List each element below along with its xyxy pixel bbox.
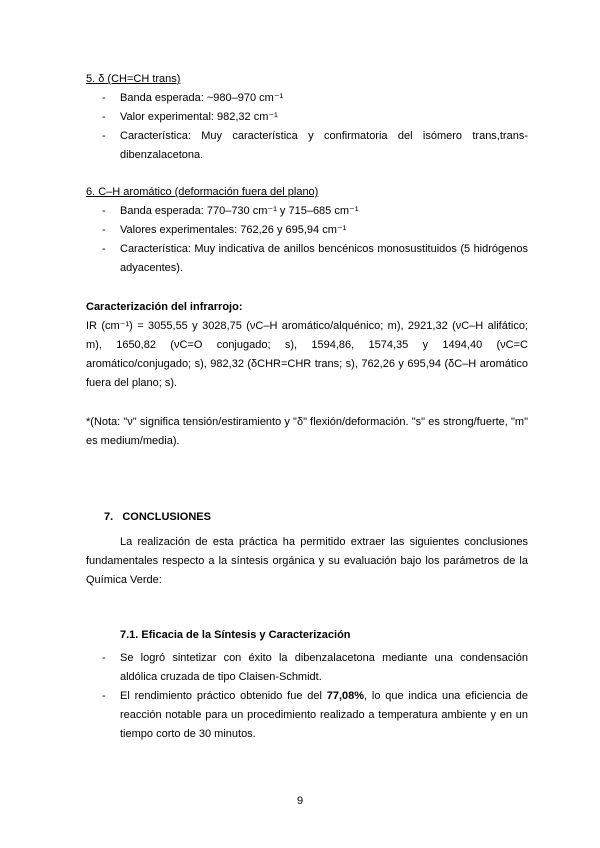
list-item: [86, 108, 528, 127]
dash-bullet: -: [102, 205, 106, 217]
item-text-post: , lo que indica una eficiencia de reacción notable para un procedimiento realizado a temperatura ambiente y en un tiempo corto de 30 minutos.: [120, 690, 528, 740]
section-5-title: 5. δ (CH=CH trans): [86, 73, 181, 85]
item-text: Característica: Muy indicativa de anillos bencénicos monosustituidos (5 hidrógenos adyacentes).: [120, 243, 528, 274]
list-item: [86, 89, 528, 108]
section-5: [86, 70, 528, 165]
dash-bullet: -: [102, 243, 106, 255]
subsection-list: [86, 649, 528, 744]
list-item: [86, 202, 528, 221]
item-text: Se logró sintetizar con éxito la dibenzalacetona mediante una condensación aldólica cruzada de tipo Claisen-Schmidt.: [120, 652, 528, 683]
dash-bullet: -: [102, 652, 106, 664]
item-text: Valor experimental: 982,32 cm⁻¹: [120, 111, 278, 123]
section-6-title: 6. C–H aromático (deformación fuera del plano): [86, 186, 319, 198]
item-text: Banda esperada: 770–730 cm⁻¹ y 715–685 cm⁻¹: [120, 205, 359, 217]
list-item: [86, 240, 528, 278]
ir-title: Caracterización del infrarrojo:: [86, 301, 243, 313]
item-text-pre: El rendimiento práctico obtenido fue del: [120, 690, 327, 702]
subsection-heading: 7.1. Eficacia de la Síntesis y Caracterización: [120, 629, 351, 641]
conclusions-intro: La realización de esta práctica ha permitido extraer las siguientes conclusiones fundamentales respecto a la síntesis orgánica y su evaluación bajo los parámetros de la Química Verde:: [86, 536, 528, 586]
list-item: [86, 221, 528, 240]
dash-bullet: -: [102, 130, 106, 142]
list-item: [86, 649, 528, 687]
ir-characterization: [86, 298, 528, 393]
dash-bullet: -: [102, 92, 106, 104]
page-number: 9: [296, 795, 304, 807]
dash-bullet: -: [102, 690, 106, 702]
list-item: [86, 127, 528, 165]
dash-bullet: -: [102, 224, 106, 236]
ir-text: IR (cm⁻¹) = 3055,55 y 3028,75 (νC–H aromático/alquénico; m), 2921,32 (νC–H alifático; m), 1650,82 (νC=O conjugado; s), 1594,86, 1574,35 y 1494,40 (νC=C aromático/conjugado; s), 982,32 (δCHR=CHR trans; s), 762,26 y 695,94 (δC–H aromático fuera del plano; s).: [86, 320, 528, 389]
item-text: Banda esperada: ~980–970 cm⁻¹: [120, 92, 284, 104]
yield-value: 77,08%: [326, 690, 365, 702]
item-text: Característica: Muy característica y confirmatoria del isómero trans,trans-dibenzalacetona.: [120, 130, 528, 161]
heading-number: 7.: [104, 511, 114, 523]
note-text: *(Nota: "ν" significa tensión/estiramiento y "δ" flexión/deformación. "s" es strong/fuerte, "m" es medium/media).: [86, 416, 528, 447]
conclusions-heading: [104, 508, 211, 527]
dash-bullet: -: [102, 111, 106, 123]
section-6: [86, 183, 528, 278]
list-item: [86, 687, 528, 744]
item-text: Valores experimentales: 762,26 y 695,94 cm⁻¹: [120, 224, 347, 236]
heading-title: CONCLUSIONES: [122, 511, 211, 523]
